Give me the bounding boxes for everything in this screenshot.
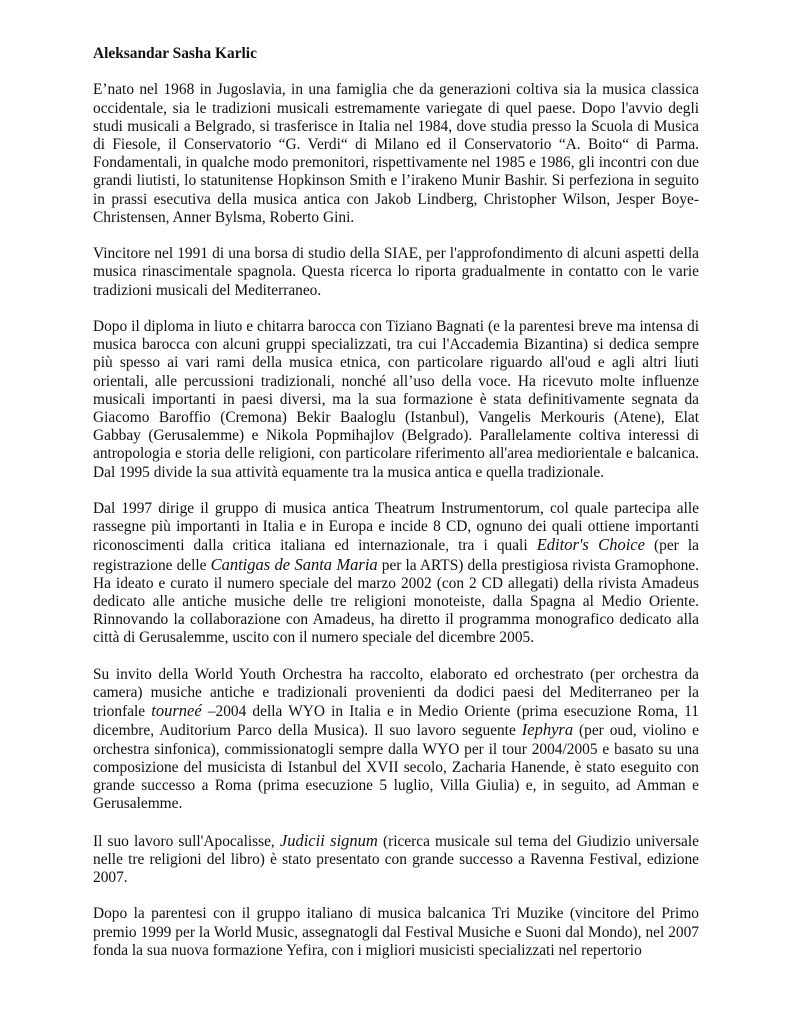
text-segment: (per oud, violino e orchestra sinfonica), commissionatogli sempre dalla WYO per il tour 2004/2005 e basato su una composizione del musicista di Istanbul del XVII secolo, Zacharia Hanende, è stato eseguito con grande successo a Roma (prima esecuzione 5 luglio, Villa Giulia) e, in seguito, ad Amman e Gerusalemme. <box>93 722 699 813</box>
paragraph-siae-scholarship: Vincitore nel 1991 di una borsa di studio della SIAE, per l'approfondimento di alcuni aspetti della musica rinascimentale spagnola. Questa ricerca lo riporta gradualmente in contatto con le varie tradizioni musicali del Mediterraneo. <box>93 245 699 299</box>
text-segment: Su invito della World Youth Orchestra ha raccolto, elaborato ed orchestrato (per orchestra da camera) musiche antiche e tradizionali provenienti da dodici paesi del Mediterraneo per la trionfale <box>93 665 699 721</box>
work-title: Judicii signum <box>279 830 378 850</box>
text-segment: –2004 della WYO in Italia e in Medio Oriente (prima esecuzione Roma, 11 dicembre, Auditorium Parco della Musica). Il suo lavoro seguente <box>93 703 699 740</box>
recording-title: Cantigas de Santa Maria <box>210 554 378 574</box>
work-title: Iephyra <box>521 720 574 740</box>
text-segment: (per la registrazione delle <box>93 537 699 574</box>
paragraph-tri-muzike-yefira: Dopo la parentesi con il gruppo italiano di musica balcanica Tri Muzike (vincitore del Primo premio 1999 per la World Music, assegnatogli dal Festival Musiche e Suoni dal Mondo), nel 2007 fonda la sua nuova formazione Yefira, con i migliori musicisti specializzati nel repertorio <box>93 905 699 959</box>
paragraph-theatrum-instrumentorum <box>93 500 699 648</box>
paragraph-apocalypse-work <box>93 832 699 888</box>
paragraph-biography-origins: E’nato nel 1968 in Jugoslavia, in una famiglia che da generazioni coltiva sia la musica classica occidentale, sia le tradizioni musicali estremamente variegate di quel paese. Dopo l'avvio degli studi musicali a Belgrado, si trasferisce in Italia nel 1984, dove studia presso la Scuola di Musica di Fiesole, il Conservatorio “G. Verdi“ di Milano ed il Conservatorio “A. Boito“ di Parma. Fondamentali, in qualche modo premonitori, rispettivamente nel 1985 e 1986, gli incontri con due grandi liutisti, lo statunitense Hopkinson Smith e l’irakeno Munir Bashir. Si perfeziona in seguito in prassi esecutiva della musica antica con Jakob Lindberg, Christopher Wilson, Jesper Boye-Christensen, Anner Bylsma, Roberto Gini. <box>93 81 699 226</box>
paragraph-diploma-ethnic-music: Dopo il diploma in liuto e chitarra barocca con Tiziano Bagnati (e la parentesi breve ma intensa di musica barocca con alcuni gruppi specializzati, tra cui l'Accademia Bizantina) si dedica sempre più spesso ai vari rami della musica etnica, con particolare riguardo all'oud e agli altri liuti orientali, alle percussioni tradizionali, nonché all’uso della voce. Ha ricevuto molte influenze musicali importanti in paesi diversi, ma la sua formazione è stata definitivamente segnata da Giacomo Baroffio (Cremona) Bekir Baaloglu (Istanbul), Vangelis Merkouris (Atene), Elat Gabbay (Gerusalemme) e Nikola Popmihajlov (Belgrado). Parallelamente coltiva interessi di antropologia e storia delle religioni, con particolare riferimento all'area mediorientale e balcanica. Dal 1995 divide la sua attività equamente tra la musica antica e quella tradizionale. <box>93 318 699 481</box>
text-segment: Dal 1997 dirige il gruppo di musica antica Theatrum Instrumentorum, col quale partecipa alle rassegne più importanti in Italia e in Europa e incide 8 CD, ognuno dei quali ottiene importanti riconoscimenti dalla critica italiana ed internazionale, tra i quali <box>93 500 699 555</box>
paragraph-world-youth-orchestra <box>93 666 699 814</box>
award-title: Editor's Choice <box>536 535 645 555</box>
document-page <box>93 45 699 960</box>
emphasis-term: tourneé <box>151 701 202 721</box>
document-title: Aleksandar Sasha Karlic <box>93 45 257 62</box>
text-segment: (ricerca musicale sul tema del Giudizio universale nelle tre religioni del libro) è stato presentato con grande successo a Ravenna Festival, edizione 2007. <box>93 832 699 887</box>
text-segment: per la ARTS) della prestigiosa rivista Gramophone. Ha ideato e curato il numero speciale del marzo 2002 (con 2 CD allegati) della rivista Amadeus dedicato alle antiche musiche delle tre religioni monoteiste, dalla Spagna al Medio Oriente. Rinnovando la collaborazione con Amadeus, ha diretto il programma monografico dedicato alla città di Gerusalemme, uscito con il numero speciale del dicembre 2005. <box>93 556 699 647</box>
text-segment: Il suo lavoro sull'Apocalisse, <box>93 832 280 850</box>
